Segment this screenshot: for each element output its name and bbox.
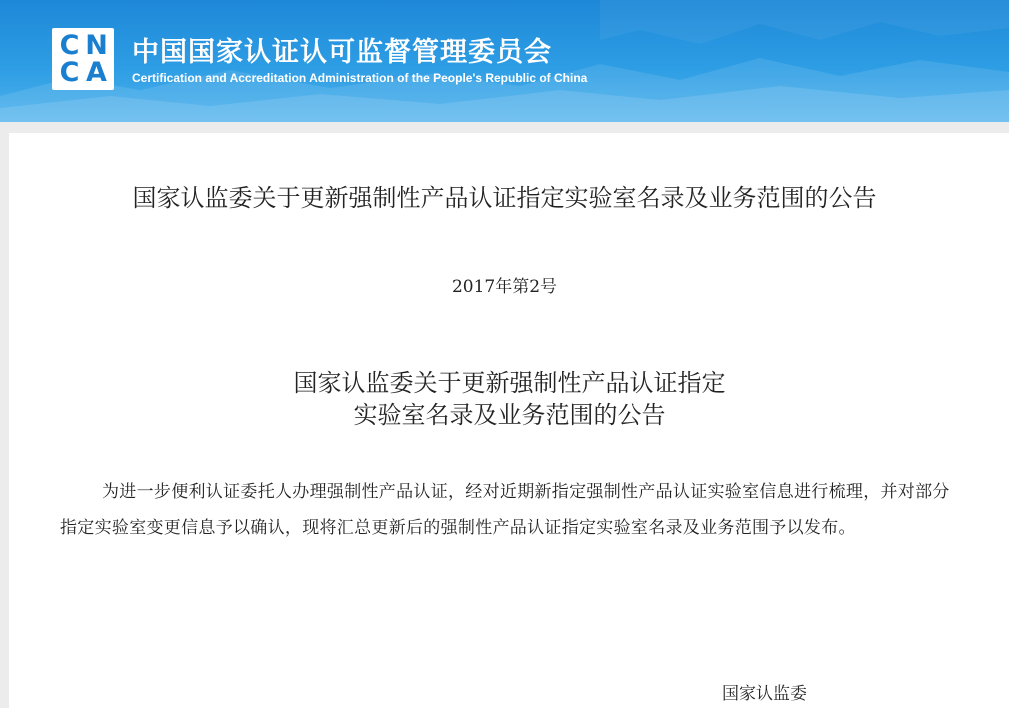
page-title: 国家认监委关于更新强制性产品认证指定实验室名录及业务范围的公告 [132,184,877,212]
logo-letter: N [85,30,108,61]
organization-name-chinese: 中国国家认证认可监督管理委员会 [132,37,552,68]
logo-letter: A [86,57,107,88]
signature: 国家认监委 [722,684,807,704]
document-heading-line-1: 国家认监委关于更新强制性产品认证指定 [293,369,726,397]
cnca-logo[interactable] [52,28,114,90]
document-heading-line-2: 实验室名录及业务范围的公告 [353,401,666,429]
document-number: 2017年第2号 [451,277,558,297]
site-header-banner [0,0,1009,122]
body-paragraph: 为进一步便利认证委托人办理强制性产品认证，经对近期新指定强制性产品认证实验室信息进行梳理，并对部分指定实验室变更信息予以确认，现将汇总更新后的强制性产品认证指定实验室名录及业务范围予以发布。 [60,482,950,538]
organization-name-english: Certification and Accreditation Administration of the People's Republic of China [132,71,588,85]
logo-letter: C [59,30,80,61]
document-heading [0,367,1009,431]
logo-letter: C [59,57,80,88]
